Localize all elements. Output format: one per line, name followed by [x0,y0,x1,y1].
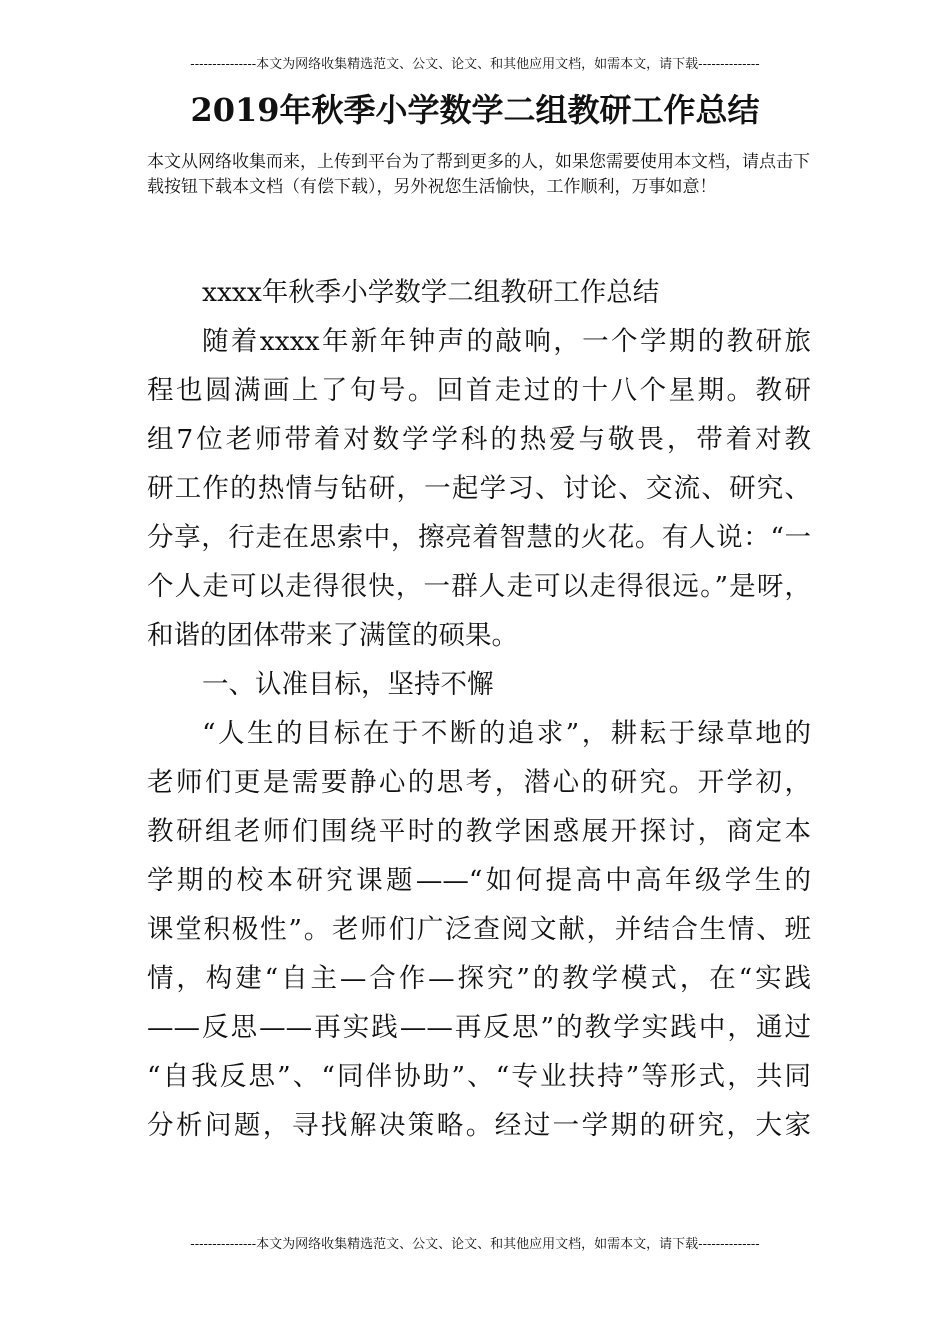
body-line: 研工作的热情与钻研，一起学习、讨论、交流、研究、 [147,473,811,504]
body-line: “人生的目标在于不断的追求”，耕耘于绿草地的 [202,718,811,749]
download-notice: 本文从网络收集而来，上传到平台为了帮到更多的人，如果您需要使用本文档，请点击下载按钮下载本文档（有偿下载），另外祝您生活愉快，工作顺利，万事如意！ [147,152,810,197]
body-line: 教研组老师们围绕平时的教学困惑展开探讨，商定本 [147,816,811,847]
body-line: 学期的校本研究课题——“如何提高中高年级学生的 [147,865,811,896]
body-line: 老师们更是需要静心的思考，潜心的研究。开学初， [147,767,811,798]
body-subtitle: xxxx年秋季小学数学二组教研工作总结 [202,277,660,308]
body-line: 程也圆满画上了句号。回首走过的十八个星期。教研 [147,375,811,406]
section-heading: 一、认准目标，坚持不懈 [202,669,494,700]
body-line: 个人走可以走得很快，一群人走可以走得很远。”是呀， [147,571,811,602]
body-line: “自我反思”、“同伴协助”、“专业扶持”等形式，共同 [147,1061,811,1092]
document-body [147,268,811,1150]
body-line: 分享，行走在思索中，擦亮着智慧的火花。有人说：“一 [147,522,811,553]
body-line: 和谐的团体带来了满筐的硕果。 [147,620,518,651]
body-line: 课堂积极性”。老师们广泛查阅文献，并结合生情、班 [147,914,811,945]
body-line: 组7位老师带着对数学学科的热爱与敬畏，带着对教 [147,424,811,455]
document-title: 2019年秋季小学数学二组教研工作总结 [190,91,760,129]
footer-banner: ---------------本文为网络收集精选范文、公文、论文、和其他应用文档，如需本文，请下载-------------- [190,1237,760,1252]
body-line: 分析问题，寻找解决策略。经过一学期的研究，大家 [147,1110,811,1141]
body-line: ——反思——再实践——再反思”的教学实践中，通过 [147,1012,811,1043]
header-banner: ---------------本文为网络收集精选范文、公文、论文、和其他应用文档，如需本文，请下载-------------- [190,57,760,72]
body-line: 随着xxxx年新年钟声的敲响，一个学期的教研旅 [202,326,811,357]
body-line: 情，构建“自主—合作—探究”的教学模式，在“实践 [147,963,811,994]
